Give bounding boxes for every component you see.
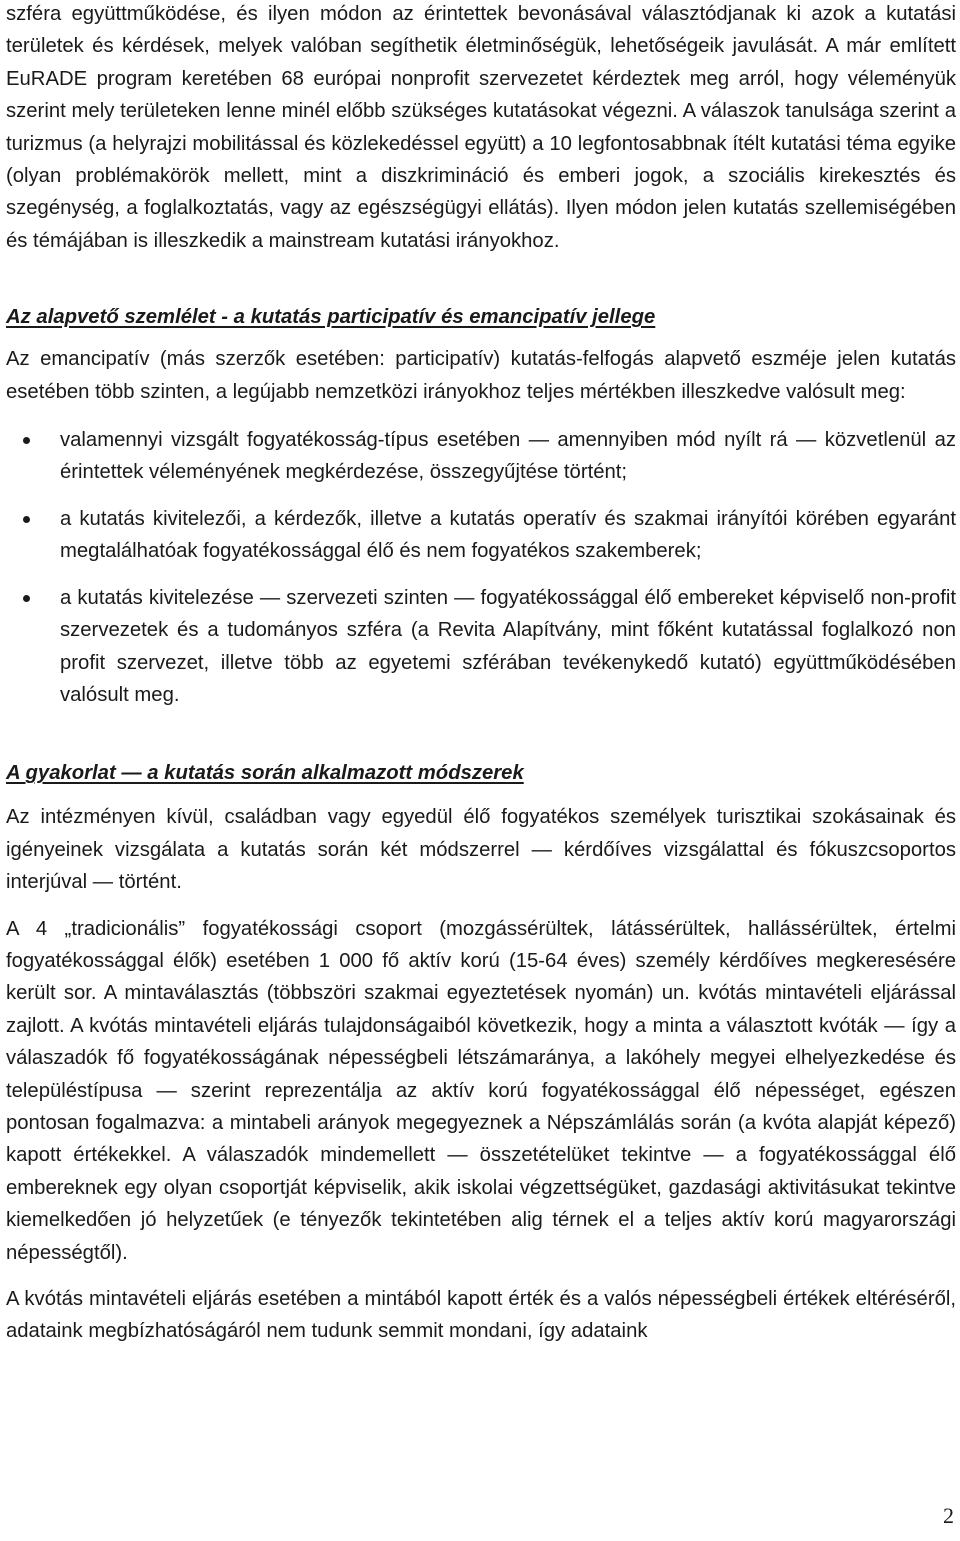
list-item-text: a kutatás kivitelezése — szervezeti szinten — fogyatékossággal élő embereket képviselő non-profit szervezetek és a tudományos szféra (a Revita Alapítvány, mint főként kutatással foglalkozó non profit szervezet, illetve több az egyetemi szférában tevékenykedő kutató) együttműködésében valósult meg. [60,586,956,706]
intro-paragraph: szféra együttműködése, és ilyen módon az érintettek bevonásával választódjanak ki azok a kutatási területek és kérdések, melyek valóban segíthetik életminőségük, lehetőségeik javulását. A már említett EuRADE program keretében 68 európai nonprofit szervezetet kérdeztek meg arról, hogy véleményük szerint mely területeken lenne minél előbb szükséges kutatásokat végezni. A válaszok tanulsága szerint a turizmus (a helyrajzi mobilitással és közlekedéssel együtt) a 10 legfontosabbnak ítélt kutatási téma egyike (olyan problémakörök mellett, mint a diszkrimináció és emberi jogok, a szociális kirekesztés és szegénység, a foglalkoztatás, vagy az egészségügyi ellátás). Ilyen módon jelen kutatás szellemiségében és témájában is illeszkedik a mainstream kutatási irányokhoz. [6,3,956,252]
methods-paragraph-2: A 4 „tradicionális” fogyatékossági csoport (mozgássérültek, látássérültek, hallássérültek, értelmi fogyatékossággal élők) esetében 1 000 fő aktív korú (15-64 éves) személy kérdőíves megkeresésére került sor. A mintaválasztás (többszöri szakmai egyeztetések nyomán) un. kvótás mintavételi eljárással zajlott. A kvótás mintavételi eljárás tulajdonságaiból következik, hogy a minta a választott kvóták — így a válaszadók fő fogyatékosságának népességbeli létszámaránya, a lakóhely megyei elhelyezkedése és településtípusa — szerint reprezentálja az aktív korú fogyatékossággal élő népességet, egészen pontosan fogalmazva: a mintabeli arányok megegyeznek a Népszámlálás során (a kvóta alapját képező) kapott értékekkel. A válaszadók mindemellett — összetételüket tekintve — a fogyatékossággal élő embereknek egy olyan csoportját képviselik, akik iskolai végzettségüket, gazdasági aktivitásukat tekintve kiemelkedően jó helyzetűek (e tényezők tekintetében alig térnek el a teljes aktív korú magyarországi népességtől). [6,917,956,1264]
document-page [6,0,956,1348]
list-item [6,503,956,568]
list-item [6,424,956,489]
page-number: 2 [943,1503,954,1528]
methods-paragraph-1: Az intézményen kívül, családban vagy egyedül élő fogyatékos személyek turisztikai szokásainak és igényeinek vizsgálata a kutatás során két módszerrel — kérdőíves vizsgálattal és fókuszcsoportos interjúval — történt. [6,806,956,894]
section-approach-paragraph: Az emancipatív (más szerzők esetében: participatív) kutatás-felfogás alapvető eszméje jelen kutatás esetében több szinten, a legújabb nemzetközi irányokhoz teljes mértékben illeszkedve valósult meg: [6,348,956,403]
list-item-text: valamennyi vizsgált fogyatékosság-típus esetében — amennyiben mód nyílt rá — közvetlenül az érintettek véleményének megkérdezése, összegyűjtése történt; [60,429,956,484]
bullet-icon [23,595,30,602]
list-item [6,582,956,712]
approach-bullet-list [6,424,956,711]
section-heading-methods: A gyakorlat — a kutatás során alkalmazott módszerek [6,762,524,785]
list-item-text: a kutatás kivitelezői, a kérdezők, illetve a kutatás operatív és szakmai irányítói körében egyaránt megtalálhatóak fogyatékossággal élő és nem fogyatékos szakemberek; [60,507,956,563]
bullet-icon [23,437,30,444]
methods-paragraph-3: A kvótás mintavételi eljárás esetében a mintából kapott érték és a valós népességbeli értékek eltéréséről, adataink megbízhatóságáról nem tudunk semmit mondani, így adataink [6,1288,956,1343]
bullet-icon [23,516,30,523]
section-heading-approach: Az alapvető szemlélet - a kutatás participatív és emancipatív jellege [6,306,656,329]
